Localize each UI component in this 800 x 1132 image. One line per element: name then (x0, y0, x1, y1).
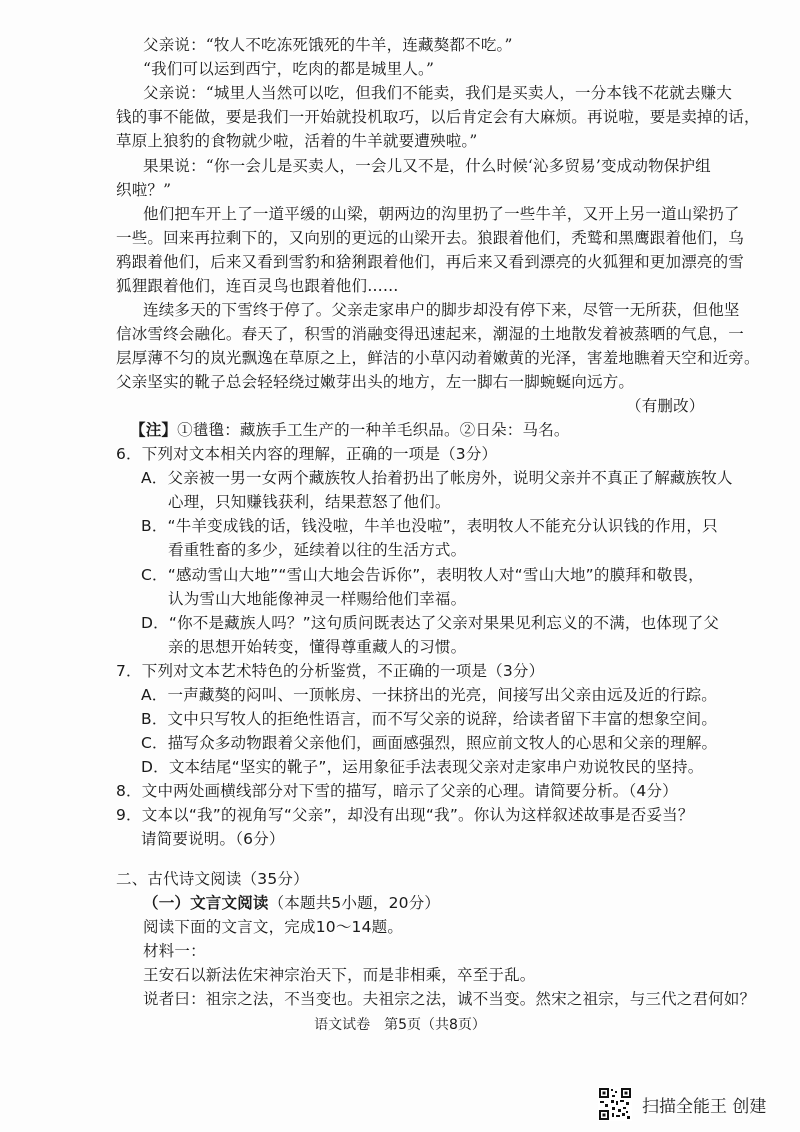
annotation-text: ①氆氇：藏族手工生产的一种羊毛织品。②日朵：马名。 (177, 421, 570, 439)
story-paragraph: 草原上狼豹的食物就少啦，活着的牛羊就要遭殃啦。” (116, 132, 478, 150)
option-6d-cont: 亲的思想开始转变，懂得尊重藏人的习惯。 (168, 638, 467, 656)
option-6c-cont: 认为雪山大地能像神灵一样赐给他们幸福。 (168, 590, 467, 608)
question-7: 7．下列对文本艺术特色的分析鉴赏，不正确的一项是（3分） (116, 662, 545, 680)
option-6a: A．父亲被一男一女两个藏族牧人抬着扔出了帐房外，说明父亲并不真正了解藏族牧人 (141, 469, 733, 487)
question-6: 6．下列对文本相关内容的理解，正确的一项是（3分） (116, 445, 498, 463)
question-8: 8．文中两处画横线部分对下雪的描写，暗示了父亲的心理。请简要分析。（4分） (116, 782, 678, 800)
story-paragraph: “我们可以运到西宁，吃肉的都是城里人。” (143, 60, 435, 78)
question-9: 9．文本以“我”的视角写“父亲”，却没有出现“我”。你认为这样叙述故事是否妥当？ (116, 806, 694, 824)
story-paragraph: 信冰雪终会融化。春天了，积雪的消融变得迅速起来，潮湿的土地散发着被蒸晒的气息，一 (116, 325, 745, 343)
question-9-cont: 请简要说明。（6分） (141, 830, 285, 848)
section-title: 二、古代诗文阅读（35分） (116, 870, 309, 888)
option-7d: D．文本结尾“坚实的靴子”，运用象征手法表现父亲对走家串户劝说牧民的坚持。 (141, 758, 704, 776)
edit-note: （有删改） (626, 397, 705, 415)
qr-code-icon (598, 1087, 632, 1121)
scanner-watermark (598, 1084, 766, 1124)
story-paragraph: 父亲坚实的靴子总会轻轻绕过嫩芽出头的地方，左一脚右一脚蜿蜒向远方。 (116, 373, 635, 391)
material-label: 材料一： (143, 942, 206, 960)
story-paragraph: 织啦？” (116, 181, 172, 199)
story-paragraph: 父亲说：“城里人当然可以吃，但我们不能卖，我们是买卖人，一分本钱不花就去赚大 (143, 84, 733, 102)
subsection-header (143, 892, 440, 914)
subsection-info: （本题共5小题，20分） (268, 894, 441, 912)
option-6b: B．“牛羊变成钱的话，钱没啦，牛羊也没啦”，表明牧人不能充分认识钱的作用，只 (141, 517, 718, 535)
option-6c: C．“感动雪山大地”“雪山大地会告诉你”，表明牧人对“雪山大地”的膜拜和敬畏， (141, 566, 704, 584)
story-paragraph: 钱的事不能做，要是我们一开始就投机取巧，以后肯定会有大麻烦。再说啦，要是卖掉的话， (116, 108, 760, 126)
option-7c: C．描写众多动物跟着父亲他们，画面感强烈，照应前文牧人的心思和父亲的理解。 (141, 734, 718, 752)
annotation-label: 【注】 (130, 421, 178, 439)
option-7a: A．一声藏獒的闷叫、一顶帐房、一抹挤出的光亮，间接写出父亲由远及近的行踪。 (141, 686, 718, 704)
story-paragraph: 层厚薄不匀的岚光飘逸在草原之上，鲜洁的小草闪动着嫩黄的光泽，害羞地瞧着天空和近旁。 (116, 349, 760, 367)
story-paragraph: 连续多天的下雪终于停了。父亲走家串户的脚步却没有停下来，尽管一无所获，但他坚 (143, 301, 740, 319)
option-7b: B．文中只写牧人的拒绝性语言，而不写父亲的说辞，给读者留下丰富的想象空间。 (141, 710, 718, 728)
story-paragraph: 果果说：“你一会儿是买卖人，一会儿又不是，什么时候‘沁多贸易’变成动物保护组 (143, 157, 711, 175)
annotation (130, 419, 570, 441)
classical-text: 说者曰：祖宗之法，不当变也。夫祖宗之法，诚不当变。然宋之祖宗，与三代之君何如？ (143, 990, 756, 1008)
option-6d: D．“你不是藏族人吗？”这句质问既表达了父亲对果果见利忘义的不满，也体现了父 (141, 614, 720, 632)
classical-text: 王安石以新法佐宋神宗治天下，而是非相乘，卒至于乱。 (143, 966, 536, 984)
story-paragraph: 一些。回来再拉剩下的，又向别的更远的山梁开去。狼跟着他们，秃鹫和黑鹰跟着他们，乌 (116, 229, 745, 247)
instruction: 阅读下面的文言文，完成10～14题。 (143, 918, 404, 936)
option-6b-cont: 看重牲畜的多少，延续着以往的生活方式。 (168, 541, 467, 559)
story-paragraph: 鸦跟着他们，后来又看到雪豹和猞猁跟着他们，再后来又看到漂亮的火狐狸和更加漂亮的雪 (116, 253, 745, 271)
watermark-text: 扫描全能王 创建 (642, 1096, 767, 1117)
subsection-label: （一）文言文阅读 (143, 894, 269, 912)
option-6a-cont: 心理，只知赚钱获利，结果惹怒了他们。 (168, 493, 451, 511)
story-paragraph: 他们把车开上了一道平缓的山梁，朝两边的沟里扔了一些牛羊，又开上另一道山梁扔了 (143, 205, 740, 223)
page-footer: 语文试卷 第5页（共8页） (314, 1017, 486, 1033)
story-paragraph: 父亲说：“牧人不吃冻死饿死的牛羊，连藏獒都不吃。” (143, 36, 513, 54)
story-paragraph: 狐狸跟着他们，连百灵鸟也跟着他们…… (116, 277, 399, 295)
